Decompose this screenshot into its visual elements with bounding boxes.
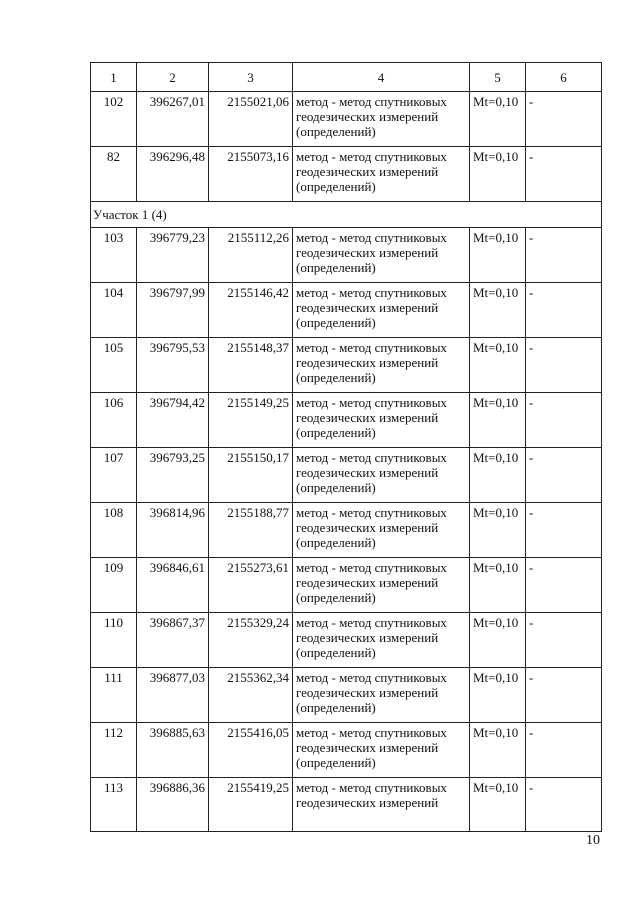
column-number-2: 2 [137, 63, 209, 92]
description-cell: - [526, 283, 602, 338]
point-number-cell: 110 [91, 613, 137, 668]
table-row [91, 283, 602, 338]
x-coordinate-cell: 396867,37 [137, 613, 209, 668]
method-cell: метод - метод спутниковых геодезических измерений [293, 778, 470, 832]
x-coordinate-cell: 396794,42 [137, 393, 209, 448]
table-row [91, 393, 602, 448]
accuracy-cell: Mt=0,10 [470, 393, 526, 448]
point-number-cell: 109 [91, 558, 137, 613]
point-number-cell: 111 [91, 668, 137, 723]
method-cell: метод - метод спутниковых геодезических измерений (определений) [293, 503, 470, 558]
y-coordinate-cell: 2155146,42 [209, 283, 293, 338]
accuracy-cell: Mt=0,10 [470, 147, 526, 202]
column-number-6: 6 [526, 63, 602, 92]
description-cell: - [526, 393, 602, 448]
method-cell: метод - метод спутниковых геодезических измерений (определений) [293, 723, 470, 778]
description-cell: - [526, 778, 602, 832]
accuracy-cell: Mt=0,10 [470, 448, 526, 503]
description-cell: - [526, 668, 602, 723]
y-coordinate-cell: 2155021,06 [209, 92, 293, 147]
accuracy-cell: Mt=0,10 [470, 778, 526, 832]
table-row [91, 338, 602, 393]
y-coordinate-cell: 2155362,34 [209, 668, 293, 723]
y-coordinate-cell: 2155419,25 [209, 778, 293, 832]
accuracy-cell: Mt=0,10 [470, 283, 526, 338]
method-cell: метод - метод спутниковых геодезических измерений (определений) [293, 448, 470, 503]
x-coordinate-cell: 396797,99 [137, 283, 209, 338]
point-number-cell: 104 [91, 283, 137, 338]
description-cell: - [526, 723, 602, 778]
table-row [91, 92, 602, 147]
method-cell: метод - метод спутниковых геодезических измерений (определений) [293, 393, 470, 448]
y-coordinate-cell: 2155329,24 [209, 613, 293, 668]
table-row [91, 723, 602, 778]
point-number-cell: 106 [91, 393, 137, 448]
point-number-cell: 113 [91, 778, 137, 832]
column-number-5: 5 [470, 63, 526, 92]
method-cell: метод - метод спутниковых геодезических измерений (определений) [293, 338, 470, 393]
y-coordinate-cell: 2155073,16 [209, 147, 293, 202]
method-cell: метод - метод спутниковых геодезических измерений (определений) [293, 228, 470, 283]
y-coordinate-cell: 2155150,17 [209, 448, 293, 503]
accuracy-cell: Mt=0,10 [470, 613, 526, 668]
section-row [91, 202, 602, 228]
accuracy-cell: Mt=0,10 [470, 503, 526, 558]
point-number-cell: 112 [91, 723, 137, 778]
x-coordinate-cell: 396296,48 [137, 147, 209, 202]
x-coordinate-cell: 396846,61 [137, 558, 209, 613]
coordinates-table-body [91, 63, 602, 832]
x-coordinate-cell: 396877,03 [137, 668, 209, 723]
accuracy-cell: Mt=0,10 [470, 92, 526, 147]
x-coordinate-cell: 396779,23 [137, 228, 209, 283]
y-coordinate-cell: 2155149,25 [209, 393, 293, 448]
method-cell: метод - метод спутниковых геодезических измерений (определений) [293, 147, 470, 202]
description-cell: - [526, 503, 602, 558]
table-row [91, 147, 602, 202]
method-cell: метод - метод спутниковых геодезических измерений (определений) [293, 92, 470, 147]
description-cell: - [526, 338, 602, 393]
description-cell: - [526, 147, 602, 202]
description-cell: - [526, 92, 602, 147]
method-cell: метод - метод спутниковых геодезических измерений (определений) [293, 283, 470, 338]
accuracy-cell: Mt=0,10 [470, 338, 526, 393]
description-cell: - [526, 613, 602, 668]
table-row [91, 613, 602, 668]
y-coordinate-cell: 2155188,77 [209, 503, 293, 558]
description-cell: - [526, 448, 602, 503]
point-number-cell: 102 [91, 92, 137, 147]
method-cell: метод - метод спутниковых геодезических измерений (определений) [293, 558, 470, 613]
accuracy-cell: Mt=0,10 [470, 228, 526, 283]
table-row [91, 778, 602, 832]
column-number-3: 3 [209, 63, 293, 92]
point-number-cell: 103 [91, 228, 137, 283]
section-label: Участок 1 (4) [91, 202, 602, 228]
x-coordinate-cell: 396795,53 [137, 338, 209, 393]
x-coordinate-cell: 396814,96 [137, 503, 209, 558]
accuracy-cell: Mt=0,10 [470, 723, 526, 778]
x-coordinate-cell: 396885,63 [137, 723, 209, 778]
method-cell: метод - метод спутниковых геодезических измерений (определений) [293, 613, 470, 668]
point-number-cell: 105 [91, 338, 137, 393]
x-coordinate-cell: 396793,25 [137, 448, 209, 503]
y-coordinate-cell: 2155112,26 [209, 228, 293, 283]
table-row [91, 558, 602, 613]
accuracy-cell: Mt=0,10 [470, 668, 526, 723]
table-row [91, 448, 602, 503]
table-row [91, 228, 602, 283]
table-row [91, 503, 602, 558]
x-coordinate-cell: 396267,01 [137, 92, 209, 147]
point-number-cell: 108 [91, 503, 137, 558]
x-coordinate-cell: 396886,36 [137, 778, 209, 832]
y-coordinate-cell: 2155273,61 [209, 558, 293, 613]
table-row [91, 668, 602, 723]
column-number-row [91, 63, 602, 92]
description-cell: - [526, 228, 602, 283]
method-cell: метод - метод спутниковых геодезических измерений (определений) [293, 668, 470, 723]
coordinates-table [90, 62, 602, 832]
point-number-cell: 107 [91, 448, 137, 503]
column-number-1: 1 [91, 63, 137, 92]
y-coordinate-cell: 2155148,37 [209, 338, 293, 393]
point-number-cell: 82 [91, 147, 137, 202]
description-cell: - [526, 558, 602, 613]
y-coordinate-cell: 2155416,05 [209, 723, 293, 778]
column-number-4: 4 [293, 63, 470, 92]
page-number: 10 [586, 833, 600, 848]
accuracy-cell: Mt=0,10 [470, 558, 526, 613]
